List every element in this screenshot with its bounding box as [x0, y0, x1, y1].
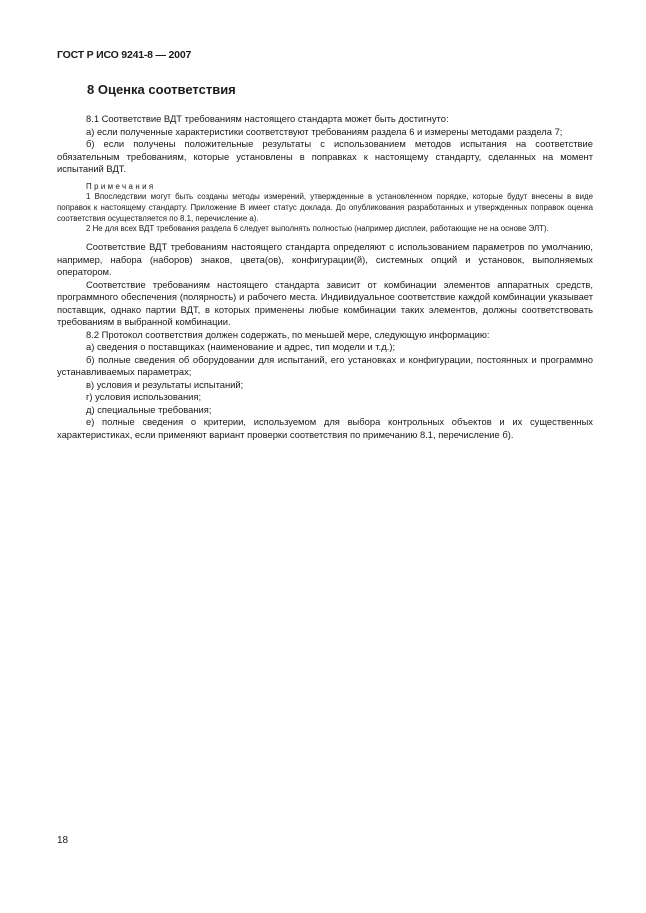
page-number: 18: [57, 835, 69, 846]
list-item: д) специальные требования;: [86, 403, 212, 415]
list-item: в) условия и результаты испытаний;: [86, 378, 244, 390]
document-header: ГОСТ Р ИСО 9241-8 — 2007: [57, 49, 192, 61]
list-item: а) если полученные характеристики соответствуют требованиям раздела 6 и измерены методами раздела 7;: [86, 125, 563, 137]
list-item: б) полные сведения об оборудовании для испытаний, его установках и конфигурации, постоянных и программно устанавливаемых параметрах;: [57, 353, 593, 378]
document-body: [57, 113, 593, 441]
list-item: е) полные сведения о критерии, используемом для выбора контрольных объектов и их существенных характеристиках, если применяют вариант проверки соответствия по примечанию 8.1, перечисление б).: [57, 416, 593, 440]
list-item: б) если получены положительные результаты с использованием методов испытания на соответствие обязательным требованиям, которые установлены в поправках к настоящему стандарту, сделанных на момент испытаний ВДТ.: [57, 138, 593, 174]
list-item: а) сведения о поставщиках (наименование и адрес, тип модели и т.д.);: [86, 341, 396, 353]
notes-title: Примечания: [86, 181, 156, 191]
paragraph: Соответствие требованиям настоящего стандарта зависит от комбинации элементов аппаратных средств, программного обеспечения (полярность) и рабочего места. Индивидуальное соответствие каждой комбинации указывает поставщик, однако партии ВДТ, в которых применены любые комбинации таких элементов, должны соответствовать требованиям в выбранной комбинации.: [57, 278, 593, 328]
note-item: 2 Не для всех ВДТ требования раздела 6 следует выполнять полностью (например дисплеи, работающие не на основе ЭЛТ).: [86, 224, 549, 234]
paragraph: Соответствие ВДТ требованиям настоящего стандарта определяют с использованием параметров по умолчанию, например, набора (наборов) знаков, цвета(ов), конфигурации(й), системных опций и установок, выполняемых оператором.: [57, 241, 593, 278]
note-item: 1 Впоследствии могут быть созданы методы измерений, утвержденные в установленном порядке, которые будут внесены в виде поправок к настоящему стандарту. Приложение В имеет статус доклада. До опубликования разработанных и утвержденных поправок оценка соответствия осуществляется по 8.1, перечисление а).: [57, 192, 593, 223]
list-item: г) условия использования;: [86, 391, 202, 403]
paragraph: 8.2 Протокол соответствия должен содержать, по меньшей мере, следующую информацию:: [86, 328, 490, 340]
paragraph: 8.1 Соответствие ВДТ требованиям настоящего стандарта может быть достигнуто:: [86, 113, 449, 124]
section-title: 8 Оценка соответствия: [87, 82, 236, 97]
